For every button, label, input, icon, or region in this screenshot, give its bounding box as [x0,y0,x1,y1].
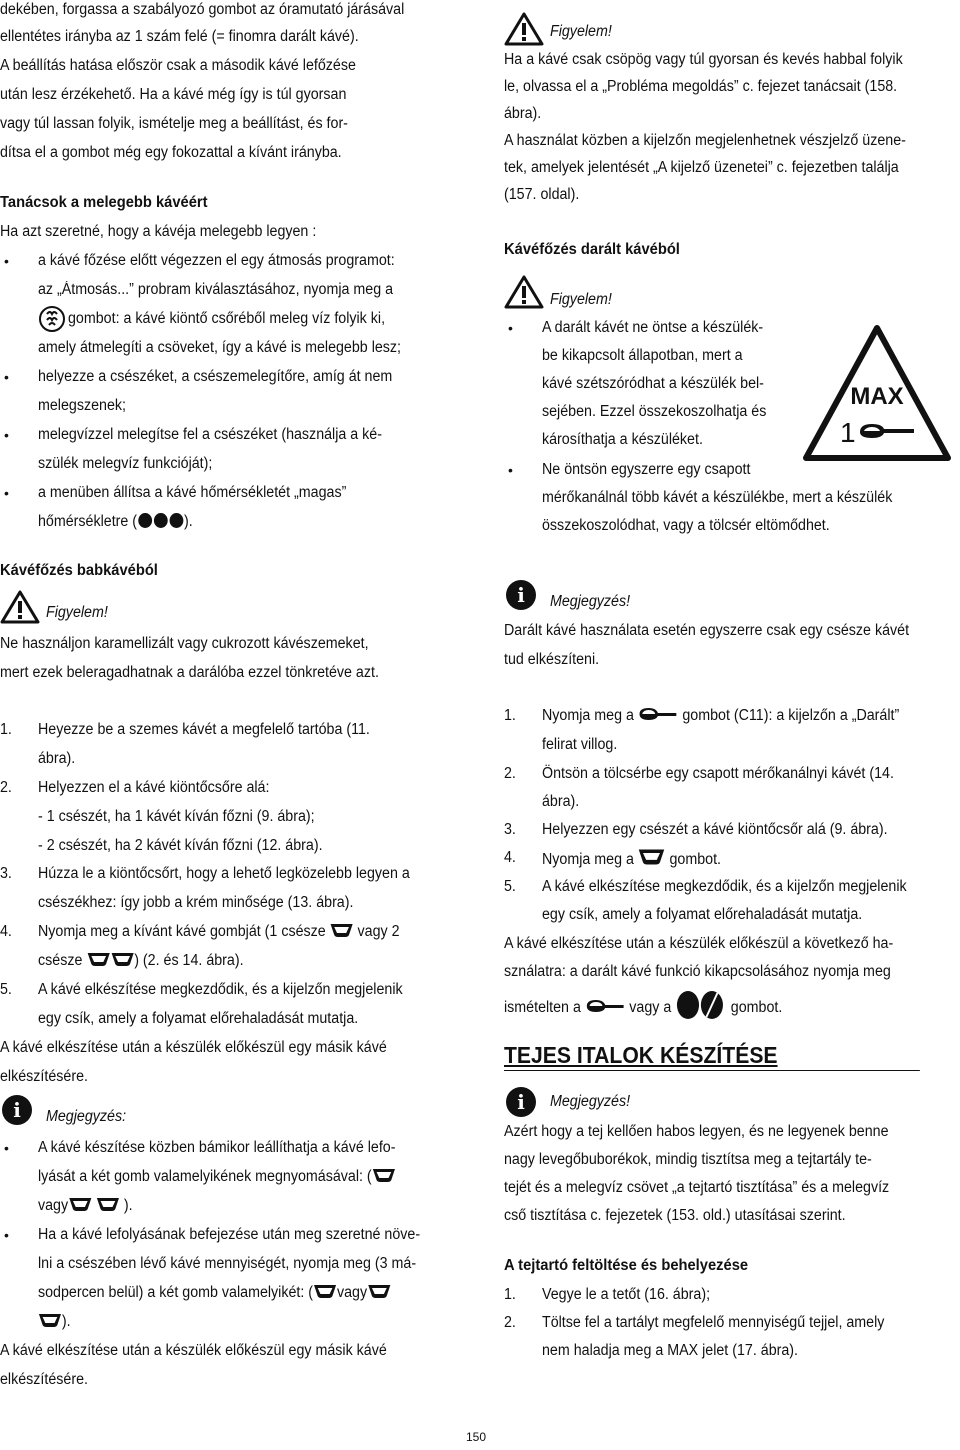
note-bullet-text: ). [38,1312,71,1332]
warning-text: A használat közben a kijelzőn megjelenhetnek vészjelző üzene- [504,132,906,149]
tips-bullet-text: helyezze a csészéket, a csészemelegítőre, amíg át nem [38,368,393,385]
intro-line: ellentétes irányba az 1 szám felé (= finomra darált kávé). [0,28,359,45]
note-bullet-text: lni a csészében lévő kávé mennyiségét, nyomja meg (3 má- [38,1255,417,1272]
warning-text: le, olvassa el a „Probléma megoldás” c. fejezet tanácsait (158. [504,78,898,95]
fill-heading: A tejtartó feltöltése és behelyezése [504,1257,749,1274]
step-number: 2. [0,779,12,796]
max-label: MAX [850,383,904,410]
bullet: • [4,1140,9,1156]
step-text: Nyomja meg a gombot (C11): a kijelzőn a „Darált” [542,707,900,724]
ground-heading: Kávéfőzés darált kávéból [504,241,680,258]
warning-icon [504,12,544,46]
after-text: sználatra: a darált kávé funkció kikapcsolásához nyomja meg [504,963,891,980]
step-number: 1. [504,1286,516,1303]
bullet: • [508,462,513,478]
after-text: elkészítésére. [0,1371,88,1388]
step-text: Nyomja meg a gombot. [542,848,721,870]
one-cup-icon [313,1284,337,1299]
ground-coffee-spoon-icon [638,707,678,721]
info-icon: i [506,1087,536,1117]
intro-line: után lesz érzékehető. Ha a kávé még így is túl gyorsan [0,86,347,103]
step-text: A kávé elkészítése megkezdődik, és a kijelzőn megjelenik [542,878,907,895]
warning-text: ábra). [504,105,542,122]
step-number: 1. [504,707,516,724]
step-text: Öntsön a tölcsérbe egy csapott mérőkanálnyi kávét (14. [542,765,894,782]
tips-bullet-text: melegszenek; [38,397,126,414]
coffee-bean-icon [675,990,727,1026]
tips-bullet-text: a kávé főzése előtt végezzen el egy átmosás programot: [38,252,395,269]
note-bullet-text: Ha a kávé lefolyásának befejezése után meg szeretné növe- [38,1226,421,1243]
note-text: tud elkészíteni. [504,651,600,668]
note-text: cső tisztítása c. fejezetek (153. old.) utasításai szerint. [504,1207,846,1224]
step-text: csésze ) (2. és 14. ábra). [38,952,244,969]
step-text: - 2 csészét, ha 2 kávét kíván főzni (12. ábra). [38,837,323,854]
after-text: A kávé elkészítése után a készülék előkészül egy másik kávé [0,1039,387,1056]
step-text: Heyezze be a szemes kávét a megfelelő tartóba (11. [38,721,370,738]
warning-icon [504,275,544,309]
tips-heading: Tanácsok a melegebb kávéért [0,194,208,211]
ground-bullet-text: Ne öntsön egyszerre egy csapott [542,461,751,478]
tips-bullet-text: az „Átmosás...” probram kiválasztásához, nyomja meg a [38,281,394,298]
one-cup-icon [68,1197,92,1212]
tips-bullet-text: a menüben állítsa a kávé hőmérsékletét „magas” [38,484,347,501]
after-text: A kávé elkészítése után a készülék előkészül a következő ha- [504,935,894,952]
note-text: tejét és a melegvíz csövet „a tejtartó tisztítása” és a melegvíz [504,1179,890,1196]
tips-bullet-text: melegvízzel melegítse fel a csészéket (használja a ké- [38,426,382,443]
info-icon: i [2,1095,32,1125]
warning-text: Ha a kávé csak csöpög vagy túl gyorsan és kevés habbal folyik [504,51,903,68]
warning-icon [0,590,40,624]
step-text: Vegye le a tetőt (16. ábra); [542,1286,711,1303]
step-text: csészékhez: így jobb a krém minősége (13. ábra). [38,894,354,911]
one-cup-icon [110,952,134,967]
step-text: A kávé elkészítése megkezdődik, és a kijelzőn megjelenik [38,981,403,998]
intro-line: A beállítás hatása először csak a második kávé lefőzése [0,57,356,74]
note-text: nagy levegőbuborékok, mindig tisztítsa meg a tejtartály te- [504,1151,872,1168]
step-number: 1. [0,721,12,738]
ground-bullet-text: mérőkanálnál több kávét a készülékbe, mert a készülék [542,489,893,506]
note-label: Megjegyzés! [550,593,631,610]
info-icon: i [506,580,536,610]
note-bullet-text: A kávé készítése közben bámikor leállíthatja a kávé lefo- [38,1139,396,1156]
note-label: Megjegyzés! [550,1093,631,1110]
warning-text: (157. oldal). [504,186,580,203]
ground-bullet-text: A darált kávét ne öntse a készülék- [542,319,764,336]
step-number: 3. [0,865,12,882]
ground-bullet-text: kávé szétszóródhat a készülék bel- [542,375,764,392]
step-number: 4. [504,849,516,866]
step-number: 2. [504,1314,516,1331]
one-cup-icon [330,923,354,938]
ground-coffee-spoon-icon [585,999,625,1013]
note-bullet-text: vagy ). [38,1197,133,1214]
warning-text: Ne használjon karamellizált vagy cukrozott kávészemeket, [0,635,369,652]
after-text: elkészítésére. [0,1068,88,1085]
after-text: A kávé elkészítése után a készülék előkészül egy másik kávé [0,1342,387,1359]
intro-line: vagy túl lassan folyik, ismételje meg a beállítást, és for- [0,115,348,132]
step-text: felirat villog. [542,736,618,753]
step-number: 3. [504,821,516,838]
max-one: 1 [840,417,856,448]
after-text: ismételten a vagy a gombot. [504,990,782,1026]
ground-bullet-text: károsíthatja a készüléket. [542,431,703,448]
tips-bullet-text: szülék melegvíz funkcióját); [38,455,213,472]
ground-bullet-text: összekoszolódhat, vagy a tölcsér eltömődhet. [542,517,830,534]
tips-bullet-text: hőmérsékletre ( ). [38,513,193,530]
bullet: • [4,253,9,269]
warning-text: tek, amelyek jelentését „A kijelző üzenetei” c. fejezetben találja [504,159,899,176]
step-text: Nyomja meg a kívánt kávé gombját (1 csésze vagy 2 [38,923,400,940]
one-cup-icon [38,1313,62,1328]
tips-bullet-text: gombot: a kávé kiöntő csőréből meleg víz folyik ki, [68,310,386,327]
ground-bullet-text: be kikapcsolt állapotban, mert a [542,347,743,364]
step-number: 2. [504,765,516,782]
one-cup-icon [86,952,110,967]
bean-heading: Kávéfőzés babkávéból [0,562,158,579]
step-text: Töltse fel a tartályt megfelelő mennyiségű tejjel, amely [542,1314,885,1331]
one-cup-icon [367,1284,391,1299]
bullet: • [4,369,9,385]
milk-heading: TEJES ITALOK KÉSZÍTÉSE [504,1040,920,1071]
page-number: 150 [466,1430,487,1444]
step-number: 4. [0,923,12,940]
temperature-dots-icon [137,513,184,530]
one-cup-icon [96,1197,120,1212]
ground-bullet-text: sejében. Ezzel összekoszolhatja és [542,403,767,420]
rinse-icon [38,305,66,333]
note-bullet-text: sodpercen belül) a két gomb valamelyikét: ( vagy [38,1283,391,1303]
bullet: • [508,320,513,336]
warning-text: mert ezek beleragadhatnak a darálóba ezzel tönkretéve azt. [0,664,379,681]
tips-intro: Ha azt szeretné, hogy a kávéja melegebb legyen : [0,223,317,240]
attention-label: Figyelem! [550,23,612,40]
one-cup-icon [638,848,666,866]
step-text: Húzza le a kiöntőcsőrt, hogy a lehető legközelebb legyen a [38,865,410,882]
max-triangle-illustration [802,322,952,462]
note-text: Darált kávé használata esetén egyszerre csak egy csésze kávét [504,622,910,639]
attention-label: Figyelem! [46,604,108,621]
step-text: Helyezzen el a kávé kiöntőcsőre alá: [38,779,270,796]
step-text: - 1 csészét, ha 1 kávét kíván főzni (9. ábra); [38,808,315,825]
step-text: ábra). [542,793,580,810]
attention-label: Figyelem! [550,291,612,308]
step-text: egy csík, amely a folyamat előrehaladását mutatja. [38,1010,359,1027]
step-text: nem haladja meg a MAX jelet (17. ábra). [542,1342,799,1359]
bullet: • [4,427,9,443]
note-text: Azért hogy a tej kellően habos legyen, és ne legyenek benne [504,1123,889,1140]
bullet: • [4,1227,9,1243]
step-text: ábra). [38,750,76,767]
step-number: 5. [504,878,516,895]
step-text: Helyezzen egy csészét a kávé kiöntőcsőr alá (9. ábra). [542,821,888,838]
intro-line: dekében, forgassa a szabályozó gombot az óramutató járásával [0,1,405,18]
step-number: 5. [0,981,12,998]
note-label: Megjegyzés: [46,1108,127,1125]
intro-line: dítsa el a gombot még egy fokozattal a kívánt irányba. [0,144,342,161]
bullet: • [4,485,9,501]
step-text: egy csík, amely a folyamat előrehaladását mutatja. [542,906,863,923]
tips-bullet-text: amely átmelegíti a csöveket, így a kávé is melegebb lesz; [38,339,402,356]
one-cup-icon [372,1168,396,1183]
note-bullet-text: lyását a két gomb valamelyikének megnyomásával: ( [38,1167,396,1187]
